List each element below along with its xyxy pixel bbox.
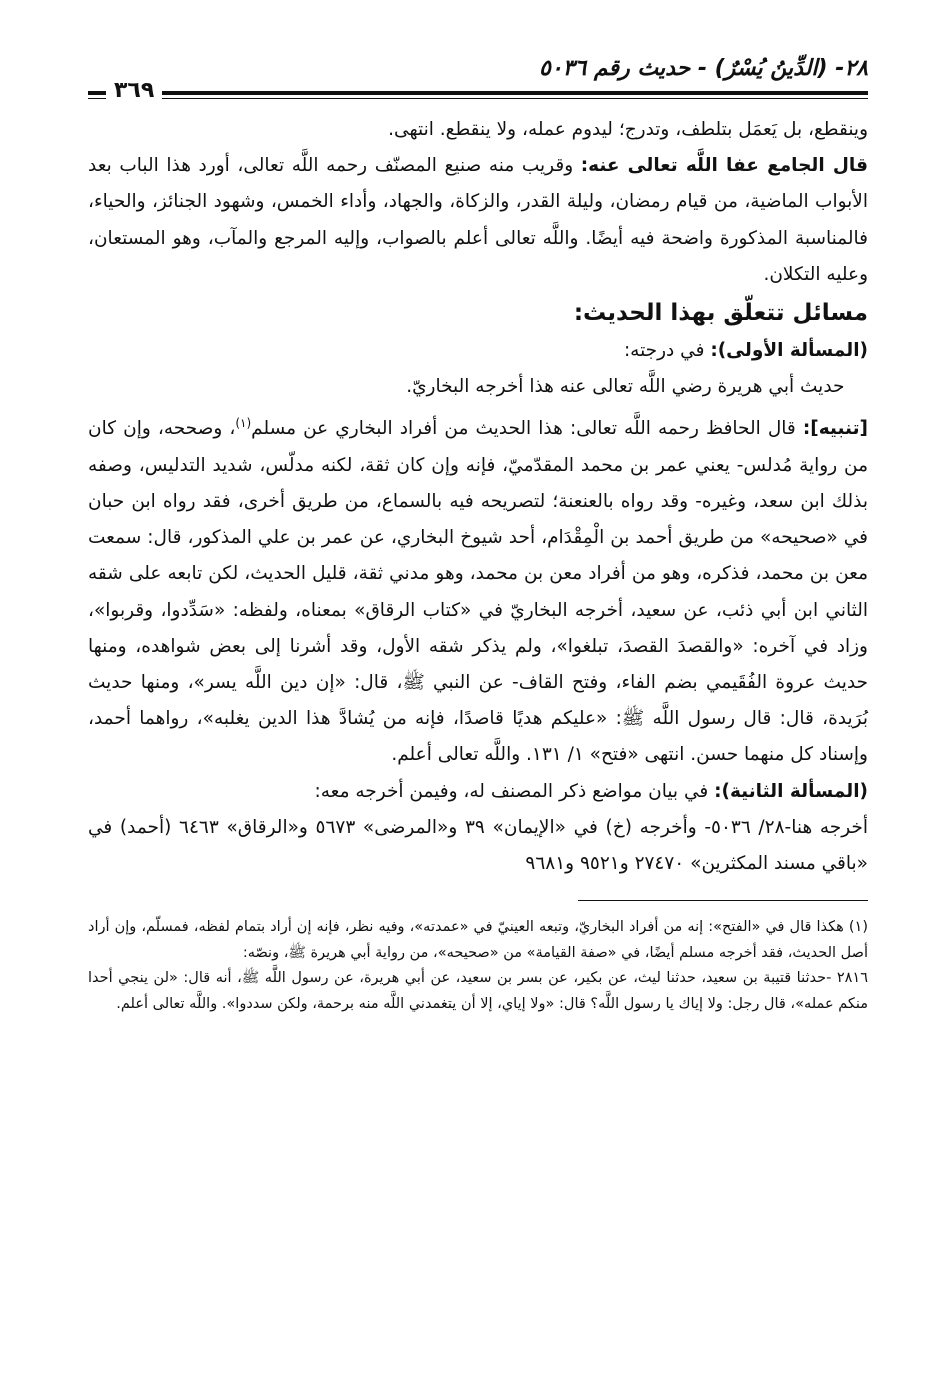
header-rule bbox=[88, 91, 868, 95]
paragraph: حديث أبي هريرة رضي اللَّه تعالى عنه هذا أخرجه البخاريّ. bbox=[406, 376, 845, 398]
paragraph: [تنبيه]: قال الحافظ رحمه اللَّه تعالى: هذا الحديث من أفراد البخاري عن مسلم$^{(١)}$، وصححه، وإن كان من رواية مُدلس- يعني عمر بن محمد المقدّميّ، فإنه وإن كان ثقة، لكنه مدلّس، شديد التدليس، وصفه بذلك ابن سعد، وغيره- وقد رواه بالعنعنة؛ لتصريحه فيه بالسماع، من طريق أخرى، فقد رواه ابن حبان في «صحيحه» من طريق أحمد بن الْمِقْدَام، أحد شيوخ البخاري، عن عمر بن علي المذكور، قال: سمعت معن بن محمد، فذكره، وهو من أفراد معن بن محمد، وهو مدني ثقة، قليل الحديث، لكن تابعه على شقه الثاني ابن أبي ذئب، عن سعيد، أخرجه البخاريّ في «كتاب الرقاق» بمعناه، ولفظه: «سَدِّدوا، وقربوا»، وزاد في آخره: «والقصدَ القصدَ، تبلغوا»، ولم يذكر شقه الأول، وقد أشرنا إلى بعض شواهده، ومنها حديث عروة الفُقَيمي بضم الفاء، وفتح القاف- عن النبي ﷺ، قال: «إن دين اللَّه يسر»، ومنها حديث بُرَيدة، قال: قال رسول اللَّه ﷺ: «عليكم هديًا قاصدًا، فإنه من يُشادَّ هذا الدين يغلبه»، رواهما أحمد، وإسناد كل منهما حسن. انتهى «فتح» ١/ ١٣١. واللَّه تعالى أعلم. bbox=[88, 416, 868, 766]
section-title: مسائل تتعلّق بهذا الحديث: bbox=[573, 300, 868, 327]
chapter-title: ٢٨- (الدِّينُ يُسْرٌ) - حديث رقم ٥٠٣٦ bbox=[538, 56, 868, 81]
page-number: ٣٦٩ bbox=[106, 78, 162, 103]
note-label: [تنبيه]: bbox=[802, 418, 868, 440]
paragraph: أخرجه هنا-٢٨/ ٥٠٣٦- وأخرجه (خ) في «الإيمان» ٣٩ و«المرضى» ٥٦٧٣ و«الرقاق» ٦٤٦٣ (أحمد) في «باقي مسند المكثرين» ٢٧٤٧٠ و٩٥٢١ و٩٦٨١ bbox=[88, 816, 869, 875]
question-1-label: (المسألة الأولى): bbox=[710, 340, 868, 362]
question-heading: (المسألة الثانية): في بيان مواضع ذكر المصنف له، وفيمن أخرجه معه: bbox=[314, 780, 868, 802]
question-2-label: (المسألة الثانية): bbox=[714, 780, 868, 802]
main-text bbox=[88, 112, 868, 882]
footnotes bbox=[88, 915, 868, 1017]
footnote-hadith: ٢٨١٦ -حدثنا قتيبة بن سعيد، حدثنا ليث، عن بكير، عن بسر بن سعيد، عن أبي هريرة، عن رسول اللَّه ﷺ، أنه قال: «لن ينجي أحدا منكم عمله»، قال رجل: ولا إياك يا رسول اللَّه؟ قال: «ولا إياي، إلا أن يتغمدني اللَّه منه برحمة، ولكن سددوا». واللَّه تعالى أعلم. bbox=[88, 970, 868, 1012]
footnote-divider bbox=[578, 900, 868, 901]
jami-label: قال الجامع عفا اللَّه تعالى عنه: bbox=[580, 155, 868, 177]
footnote: (١) هكذا قال في «الفتح»: إنه من أفراد البخاريّ، وتبعه العينيّ في «عمدته»، وفيه نظر، فإنه إن أراد بتمام لفظه، فمسلّم، وإن أراد أصل الحديث، فقد أخرجه مسلم أيضًا، في «صفة القيامة» من «صحيحه»، من رواية أبي هريرة ﷺ، ونصّه: bbox=[88, 919, 868, 961]
book-page bbox=[88, 52, 868, 1017]
footnote-ref[interactable]: (١) bbox=[235, 416, 252, 431]
question-heading: (المسألة الأولى): في درجته: bbox=[623, 340, 868, 362]
paragraph: وينقطع، بل يَعمَل بتلطف، وتدرج؛ ليدوم عمله، ولا ينقطع. انتهى. bbox=[388, 119, 868, 140]
page-header bbox=[88, 52, 868, 103]
paragraph: قال الجامع عفا اللَّه تعالى عنه: وقريب منه صنيع المصنّف رحمه اللَّه تعالى، أورد هذا الباب بعد الأبواب الماضية، من قيام رمضان، وليلة القدر، والزكاة، والجهاد، وأداء الخمس، وشهود الجنائز، والحياء، فالمناسبة المذكورة واضحة فيه أيضًا. واللَّه تعالى أعلم بالصواب، وإليه المرجع والمآب، وهو المستعان، وعليه التكلان. bbox=[88, 155, 868, 285]
header-rule-thin bbox=[88, 98, 868, 99]
